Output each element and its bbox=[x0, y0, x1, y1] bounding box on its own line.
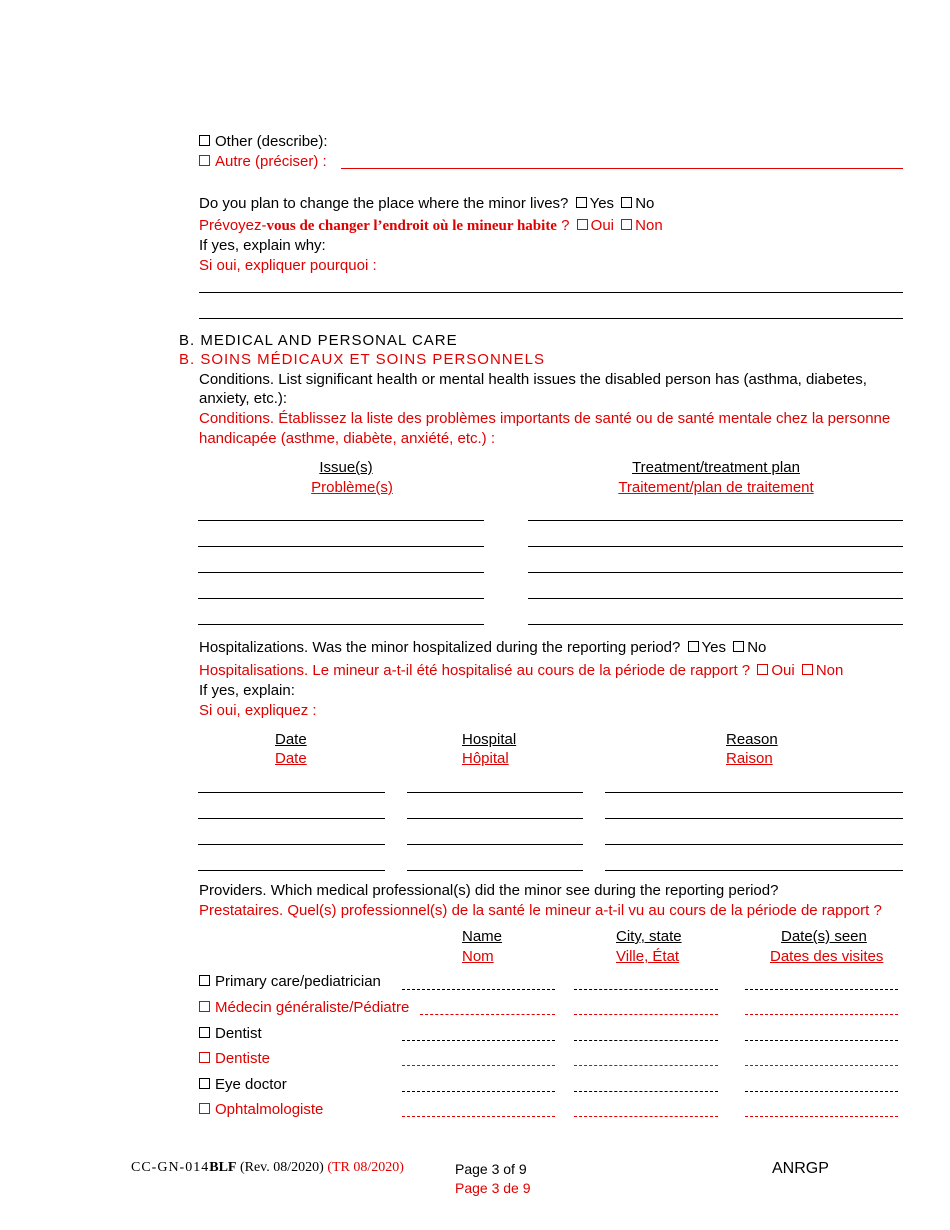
provider-checkbox[interactable] bbox=[199, 1052, 210, 1063]
hosp-date-line-3[interactable] bbox=[198, 844, 385, 845]
section-b-heading-fr: B. SOINS MÉDICAUX ET SOINS PERSONNELS bbox=[179, 351, 545, 368]
provider-label: Eye doctor bbox=[215, 1076, 287, 1093]
provider-dates-field[interactable] bbox=[745, 1116, 898, 1117]
hosp-yes-label: Yes bbox=[701, 639, 727, 656]
hosp-no-label: No bbox=[747, 639, 767, 656]
providers-dates-header-en: Date(s) seen bbox=[781, 928, 867, 945]
hosp-hospital-line-1[interactable] bbox=[407, 792, 583, 793]
providers-question-fr: Prestataires. Quel(s) professionnel(s) de la santé le mineur a-t-il vu au cours de la période de rapport ? bbox=[199, 902, 882, 919]
provider-dates-field[interactable] bbox=[745, 1091, 898, 1092]
autre-label: Autre (préciser) : bbox=[215, 153, 327, 170]
hosp-reason-header-fr: Raison bbox=[726, 750, 773, 767]
hosp-date-line-4[interactable] bbox=[198, 870, 385, 871]
hosp-hospital-line-2[interactable] bbox=[407, 818, 583, 819]
provider-city-field[interactable] bbox=[574, 1116, 718, 1117]
provider-row-ophtalmologiste[interactable] bbox=[199, 1102, 323, 1117]
hosp-oui-label: Oui bbox=[771, 662, 795, 679]
form-code: CC-GN-014BLF (Rev. 08/2020) (TR 08/2020) bbox=[131, 1160, 404, 1175]
hosp-reason-header-en: Reason bbox=[726, 731, 778, 748]
explain-why-line-1[interactable] bbox=[199, 292, 903, 293]
change-oui-checkbox[interactable] bbox=[577, 219, 588, 230]
hosp-non-checkbox[interactable] bbox=[802, 664, 813, 675]
hospitalization-question-fr: Hospitalisations. Le mineur a-t-il été hospitalisé au cours de la période de rapport ? Oui Non bbox=[199, 662, 844, 679]
other-describe-line[interactable] bbox=[341, 168, 903, 169]
provider-checkbox[interactable] bbox=[199, 1078, 210, 1089]
providers-name-header-fr: Nom bbox=[462, 948, 494, 965]
hosp-explain-label-en: If yes, explain: bbox=[199, 682, 295, 699]
change-no-checkbox[interactable] bbox=[621, 197, 632, 208]
hosp-reason-line-2[interactable] bbox=[605, 818, 903, 819]
treatment-col-header-en: Treatment/treatment plan bbox=[632, 459, 800, 476]
page-number-en: Page 3 of 9 bbox=[455, 1161, 527, 1177]
conditions-text-fr-1: Conditions. Établissez la liste des problèmes importants de santé ou de santé mentale chez la personne bbox=[199, 410, 891, 427]
hosp-reason-line-1[interactable] bbox=[605, 792, 903, 793]
providers-city-header-en: City, state bbox=[616, 928, 682, 945]
explain-why-line-2[interactable] bbox=[199, 318, 903, 319]
change-non-label: Non bbox=[635, 217, 663, 234]
provider-name-field[interactable] bbox=[402, 1116, 555, 1117]
change-oui-label: Oui bbox=[590, 217, 614, 234]
issue-line-5[interactable] bbox=[198, 624, 484, 625]
provider-name-field[interactable] bbox=[402, 1065, 555, 1066]
hosp-non-label: Non bbox=[815, 662, 844, 679]
issue-line-4[interactable] bbox=[198, 598, 484, 599]
providers-question-en: Providers. Which medical professional(s) did the minor see during the reporting period? bbox=[199, 882, 779, 899]
provider-label: Ophtalmologiste bbox=[215, 1101, 324, 1118]
provider-checkbox[interactable] bbox=[199, 1001, 210, 1012]
hosp-date-line-1[interactable] bbox=[198, 792, 385, 793]
issue-line-3[interactable] bbox=[198, 572, 484, 573]
change-yes-label: Yes bbox=[589, 195, 615, 212]
provider-dates-field[interactable] bbox=[745, 989, 898, 990]
change-yes-checkbox[interactable] bbox=[576, 197, 587, 208]
conditions-text-fr-2: handicapée (asthme, diabète, anxiété, etc.) : bbox=[199, 430, 496, 447]
hosp-hospital-line-4[interactable] bbox=[407, 870, 583, 871]
provider-row-dentiste[interactable] bbox=[199, 1051, 270, 1066]
hospitalization-question-en: Hospitalizations. Was the minor hospitalized during the reporting period? Yes No bbox=[199, 639, 767, 656]
hosp-explain-label-fr: Si oui, expliquez : bbox=[199, 702, 317, 719]
conditions-text-en-1: Conditions. List significant health or mental health issues the disabled person has (asthma, diabetes, bbox=[199, 371, 867, 388]
change-no-label: No bbox=[635, 195, 655, 212]
page-number-fr: Page 3 de 9 bbox=[455, 1180, 531, 1196]
other-checkbox-row[interactable] bbox=[199, 134, 328, 149]
other-checkbox[interactable] bbox=[199, 135, 210, 146]
provider-city-field[interactable] bbox=[574, 989, 718, 990]
provider-name-field[interactable] bbox=[420, 1014, 555, 1015]
autre-checkbox-row[interactable] bbox=[199, 154, 327, 169]
treatment-line-3[interactable] bbox=[528, 572, 903, 573]
provider-row-eye-doctor[interactable] bbox=[199, 1077, 287, 1092]
hosp-reason-line-4[interactable] bbox=[605, 870, 903, 871]
providers-dates-header-fr: Dates des visites bbox=[770, 948, 884, 965]
treatment-line-1[interactable] bbox=[528, 520, 903, 521]
change-residence-question-en: Do you plan to change the place where the minor lives? Yes No bbox=[199, 195, 655, 212]
provider-city-field[interactable] bbox=[574, 1014, 718, 1015]
hosp-hospital-header-fr: Hôpital bbox=[462, 750, 509, 767]
conditions-text-en-2: anxiety, etc.): bbox=[199, 390, 288, 407]
hosp-hospital-header-en: Hospital bbox=[462, 731, 517, 748]
provider-checkbox[interactable] bbox=[199, 1027, 210, 1038]
issue-col-header-fr: Problème(s) bbox=[311, 479, 393, 496]
provider-row-medecin[interactable] bbox=[199, 1000, 409, 1015]
org-acronym: ANRGP bbox=[772, 1160, 829, 1177]
other-label: Other (describe): bbox=[215, 133, 328, 150]
treatment-col-header-fr: Traitement/plan de traitement bbox=[618, 479, 814, 496]
autre-checkbox[interactable] bbox=[199, 155, 210, 166]
provider-label: Dentist bbox=[215, 1025, 262, 1042]
change-residence-question-fr: Prévoyez-vous de changer l’endroit où le mineur habite ? Oui Non bbox=[199, 217, 663, 234]
provider-city-field[interactable] bbox=[574, 1091, 718, 1092]
hosp-hospital-line-3[interactable] bbox=[407, 844, 583, 845]
provider-name-field[interactable] bbox=[402, 1040, 555, 1041]
section-b-heading-en: B. MEDICAL AND PERSONAL CARE bbox=[179, 332, 458, 349]
provider-label: Primary care/pediatrician bbox=[215, 973, 381, 990]
treatment-line-2[interactable] bbox=[528, 546, 903, 547]
provider-row-primary-care[interactable] bbox=[199, 974, 381, 989]
change-non-checkbox[interactable] bbox=[621, 219, 632, 230]
providers-city-header-fr: Ville, État bbox=[616, 948, 680, 965]
hosp-date-header-fr: Date bbox=[275, 750, 307, 767]
provider-name-field[interactable] bbox=[402, 989, 555, 990]
provider-city-field[interactable] bbox=[574, 1065, 718, 1066]
hosp-yes-checkbox[interactable] bbox=[688, 641, 699, 652]
provider-row-dentist[interactable] bbox=[199, 1026, 262, 1041]
provider-label: Médecin généraliste/Pédiatre bbox=[215, 999, 410, 1016]
treatment-line-4[interactable] bbox=[528, 598, 903, 599]
issue-line-1[interactable] bbox=[198, 520, 484, 521]
provider-checkbox[interactable] bbox=[199, 975, 210, 986]
form-tr-code: (TR 08/2020) bbox=[327, 1160, 404, 1175]
hosp-date-line-2[interactable] bbox=[198, 818, 385, 819]
hosp-date-header-en: Date bbox=[275, 731, 307, 748]
provider-checkbox[interactable] bbox=[199, 1103, 210, 1114]
treatment-line-5[interactable] bbox=[528, 624, 903, 625]
provider-dates-field[interactable] bbox=[745, 1040, 898, 1041]
provider-name-field[interactable] bbox=[402, 1091, 555, 1092]
provider-dates-field[interactable] bbox=[745, 1065, 898, 1066]
provider-city-field[interactable] bbox=[574, 1040, 718, 1041]
provider-label: Dentiste bbox=[215, 1050, 271, 1067]
hosp-no-checkbox[interactable] bbox=[733, 641, 744, 652]
issue-line-2[interactable] bbox=[198, 546, 484, 547]
provider-dates-field[interactable] bbox=[745, 1014, 898, 1015]
hosp-oui-checkbox[interactable] bbox=[757, 664, 768, 675]
explain-why-label-fr: Si oui, expliquer pourquoi : bbox=[199, 257, 377, 274]
hosp-reason-line-3[interactable] bbox=[605, 844, 903, 845]
providers-name-header-en: Name bbox=[462, 928, 503, 945]
issue-col-header-en: Issue(s) bbox=[319, 459, 373, 476]
explain-why-label-en: If yes, explain why: bbox=[199, 237, 326, 254]
